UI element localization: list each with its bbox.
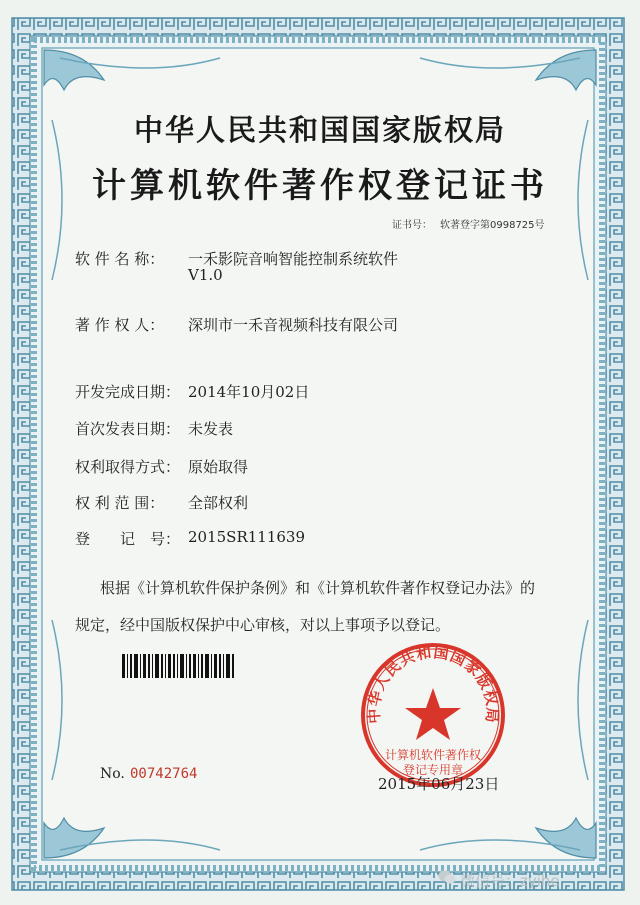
official-seal — [358, 640, 508, 790]
acquisition-method-value: 原始取得 — [188, 458, 249, 476]
statement-line-1: 根据《计算机软件保护条例》和《计算机软件著作权登记办法》的 — [100, 579, 536, 597]
software-name-label: 软 件 名 称： — [75, 250, 165, 268]
watermark-text: 微信号：zyihe — [460, 872, 560, 890]
seal-inner-line-1: 计算机软件著作权 — [384, 748, 482, 762]
seal-inner-line-2: 登记专用章 — [402, 763, 464, 777]
first-publish-date-value: 未发表 — [188, 420, 234, 438]
certificate-number — [392, 216, 545, 231]
serial-label: No. — [100, 766, 125, 782]
completion-date-label: 开发完成日期： — [75, 383, 181, 401]
statement-line-2: 规定，经中国版权保护中心审核，对以上事项予以登记。 — [75, 616, 451, 634]
issuer-title: 中华人民共和国国家版权局 — [133, 113, 506, 147]
issue-date: 2015年06月23日 — [378, 775, 500, 793]
serial-number: 00742764 — [130, 766, 198, 782]
acquisition-method-label: 权利取得方式： — [75, 458, 181, 476]
completion-date-value: 2014年10月02日 — [188, 383, 310, 401]
certificate-number-value: 软著登字第0998725号 — [440, 220, 545, 231]
certificate-title: 计算机软件著作权登记证书 — [92, 166, 548, 206]
scope-label: 权 利 范 围： — [75, 494, 165, 512]
owner-label: 著 作 权 人： — [75, 316, 165, 334]
software-name-value: 一禾影院音响智能控制系统软件 — [188, 250, 399, 268]
seal-outer-text: 中华人民共和国国家版权局 — [364, 643, 502, 725]
registration-no-value: 2015SR111639 — [188, 528, 306, 546]
star-icon — [405, 688, 461, 740]
first-publish-date-label: 首次发表日期： — [75, 420, 181, 438]
software-version-value: V1.0 — [188, 266, 223, 284]
wechat-icon — [438, 869, 456, 885]
barcode-image — [120, 652, 238, 680]
certificate-number-label: 证书号： — [392, 220, 432, 231]
scope-value: 全部权利 — [188, 494, 249, 512]
owner-value: 深圳市一禾音视频科技有限公司 — [188, 316, 399, 334]
registration-no-label: 登 记 号： — [75, 530, 181, 548]
